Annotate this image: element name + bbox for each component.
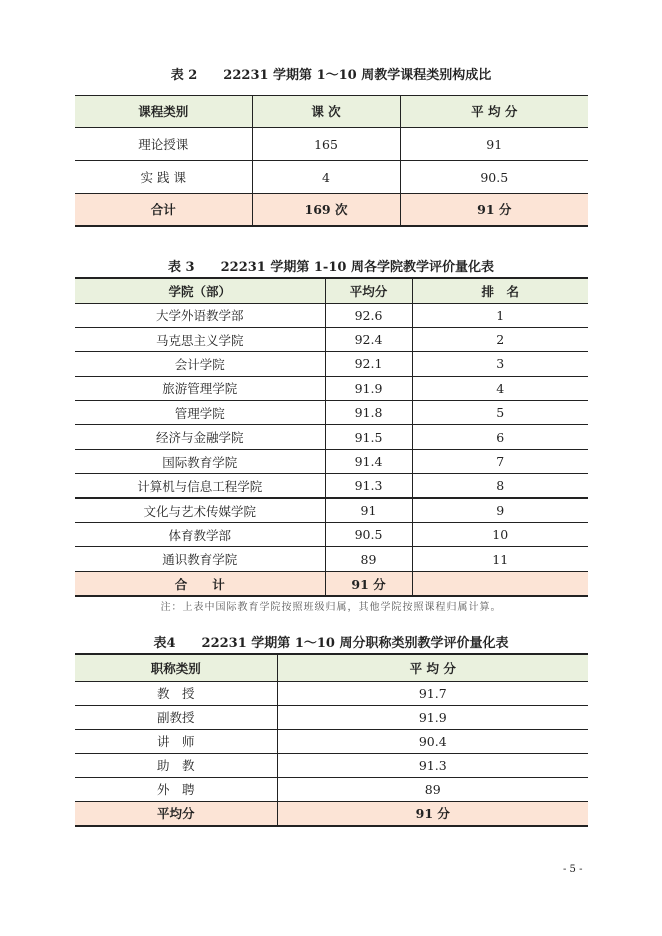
table-header-row	[75, 278, 588, 303]
table-cell: 讲 师	[156, 734, 195, 749]
table4-caption: 表4 22231 学期第 1～10 周分职称类别教学评价量化表	[153, 636, 509, 651]
table-cell: 91.3	[277, 753, 588, 777]
table-total-row	[75, 801, 588, 826]
table-header-row	[75, 654, 588, 681]
table-header-row	[75, 96, 588, 128]
table-cell: 8	[412, 474, 588, 498]
table2	[75, 95, 588, 227]
table-row	[75, 523, 588, 547]
table-cell: 大学外语教学部	[155, 308, 244, 324]
table-cell: 89	[325, 547, 412, 571]
table-cell: 10	[412, 523, 588, 547]
table-cell: 副教授	[156, 710, 195, 725]
table-cell: 4	[252, 161, 400, 194]
table-cell: 89	[277, 777, 588, 801]
table-total-row	[75, 571, 588, 596]
table-cell: 管理学院	[174, 405, 225, 421]
table-cell: 11	[412, 547, 588, 571]
table-cell: 国际教育学院	[162, 454, 238, 470]
table-cell: 外 聘	[156, 782, 195, 797]
table-row	[75, 729, 588, 753]
table-cell: 90.5	[400, 161, 588, 194]
table-cell: 91	[325, 498, 412, 522]
table2-caption: 表 2 22231 学期第 1～10 周教学课程类别构成比	[170, 68, 492, 83]
table-cell: 计算机与信息工程学院	[137, 478, 263, 494]
table-row	[75, 474, 588, 498]
table-cell: 合 计	[174, 576, 225, 592]
table-cell: 92.6	[325, 303, 412, 327]
table-row	[75, 449, 588, 473]
table3	[75, 277, 588, 597]
table-cell: 91.5	[325, 425, 412, 449]
table-cell: 学院（部）	[168, 283, 231, 299]
table-cell: 旅游管理学院	[162, 381, 238, 397]
table-cell: 实 践 课	[140, 170, 186, 185]
table-cell: 91.4	[325, 449, 412, 473]
table-row	[75, 401, 588, 425]
table-cell: 6	[412, 425, 588, 449]
table-row	[75, 327, 588, 351]
table-cell: 92.4	[325, 327, 412, 351]
table-cell: 91.8	[325, 401, 412, 425]
page-number: - 5 -	[563, 864, 583, 875]
table-cell: 平 均 分	[277, 654, 588, 681]
table-row	[75, 681, 588, 705]
table-cell: 排 名	[412, 278, 588, 303]
table-cell: 91.9	[325, 376, 412, 400]
table-cell: 马克思主义学院	[155, 332, 244, 348]
table-cell: 91.3	[325, 474, 412, 498]
table-cell: 9	[412, 498, 588, 522]
table-cell: 课程类别	[138, 104, 189, 119]
table-cell: 平均分	[325, 278, 412, 303]
table-row	[75, 425, 588, 449]
table-row	[75, 753, 588, 777]
table-row	[75, 303, 588, 327]
table-cell: 90.5	[325, 523, 412, 547]
table-cell: 1	[412, 303, 588, 327]
table4	[75, 653, 588, 827]
table-row	[75, 161, 588, 194]
table-cell: 助 教	[156, 758, 195, 773]
table-cell: 课 次	[252, 96, 400, 128]
table-cell: 体育教学部	[168, 527, 231, 543]
table-row	[75, 352, 588, 376]
table3-note: 注：上表中国际教育学院按照班级归属，其他学院按照课程归属计算。	[160, 602, 502, 613]
table-cell: 90.4	[277, 729, 588, 753]
table-cell: 165	[252, 128, 400, 161]
table-row	[75, 128, 588, 161]
table-cell: 3	[412, 352, 588, 376]
table-cell: 理论授课	[138, 137, 189, 152]
table-cell: 91 分	[277, 801, 588, 826]
table-cell: 职称类别	[150, 660, 201, 676]
table-cell: 169 次	[252, 194, 400, 226]
table-cell: 通识教育学院	[162, 552, 238, 568]
table-cell: 合计	[150, 202, 176, 218]
table-row	[75, 498, 588, 522]
table-cell: 92.1	[325, 352, 412, 376]
table-row	[75, 777, 588, 801]
table-cell: 2	[412, 327, 588, 351]
table-cell: 7	[412, 449, 588, 473]
table-cell: 5	[412, 401, 588, 425]
table-cell: 文化与艺术传媒学院	[143, 503, 256, 519]
table-cell: 91	[400, 128, 588, 161]
table-cell: 91 分	[400, 194, 588, 226]
table-cell: 4	[412, 376, 588, 400]
table-row	[75, 705, 588, 729]
table-cell: 91.7	[277, 681, 588, 705]
table-cell: 平 均 分	[400, 96, 588, 128]
table-cell: 平均分	[156, 806, 195, 822]
table-cell: 91 分	[325, 571, 412, 596]
table-row	[75, 547, 588, 571]
table-cell: 经济与金融学院	[155, 430, 244, 446]
table3-caption: 表 3 22231 学期第 1-10 周各学院教学评价量化表	[168, 260, 494, 275]
table-cell: 91.9	[277, 705, 588, 729]
table-row	[75, 376, 588, 400]
table-cell: 教 授	[156, 686, 195, 701]
table-cell: 会计学院	[174, 356, 225, 372]
table-cell	[412, 571, 588, 596]
table-total-row	[75, 194, 588, 226]
